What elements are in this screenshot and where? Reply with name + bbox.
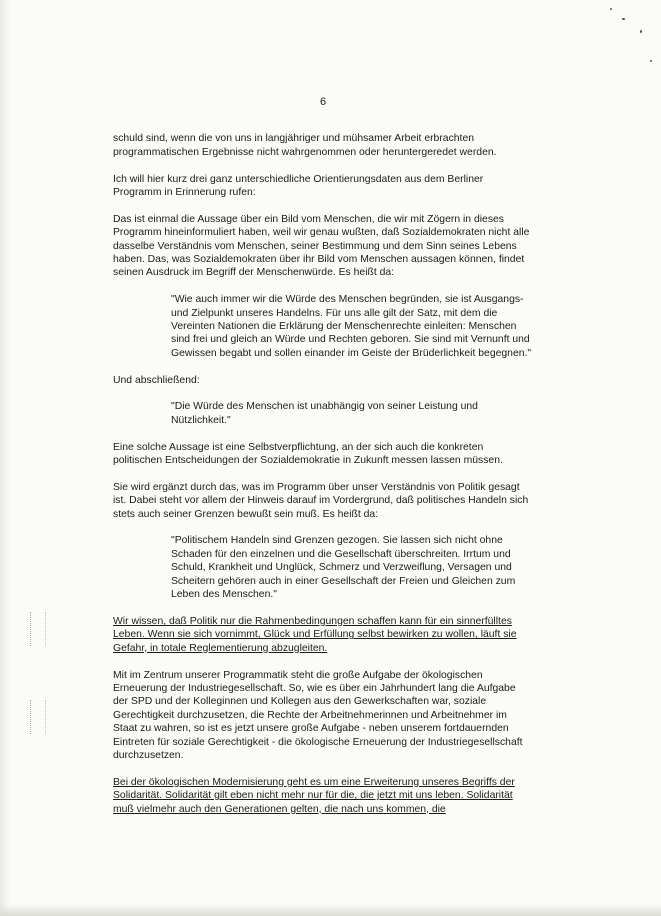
paragraph: schuld sind, wenn die von uns in langjähriger und mühsamer Arbeit erbrachten programmatischen Ergebnisse nicht wahrgenommen oder heruntergeredet werden. <box>113 133 497 158</box>
paragraph: Ich will hier kurz drei ganz unterschiedliche Orientierungsdaten aus dem Berliner Programm in Erinnerung rufen: <box>113 173 484 199</box>
scan-speck <box>650 60 652 62</box>
scan-speck <box>622 18 625 20</box>
paragraph: Sie wird ergänzt durch das, was im Programm über unser Verständnis von Politik gesagt ist. Dabei steht vor allem der Hinweis darauf im Vordergrund, daß politisches Handeln sich stets auch seiner Grenzen bewußt sein muß. Es heißt da: <box>113 481 529 520</box>
block-quote: "Wie auch immer wir die Würde des Menschen begründen, sie ist Ausgangs- und Zielpunkt unseres Handelns. Für uns alle gilt der Satz, mit dem die Vereinten Nationen die Erklärung der Menschenrechte einleiten: Menschen sind frei und gleich an Würde und Rechten geboren. Sie sind mit Vernunft und Gewissen begabt und sollen einander im Geiste der Brüderlichkeit begegnen." <box>171 294 532 359</box>
document-body <box>113 132 533 816</box>
paragraph: Bei der ökologischen Modernisierung geht es um eine Erweiterung unseres Begriffs der Solidarität. Solidarität gilt eben nicht mehr nur für die, die jetzt mit uns leben. Solidarität muß vielmehr auch den Generationen gelten, die nach uns kommen, die <box>113 776 515 815</box>
paragraph: Und abschließend: <box>113 374 200 386</box>
scan-edge-left <box>0 0 10 916</box>
paragraph: Eine solche Aussage ist eine Selbstverpflichtung, an der sich auch die konkreten politischen Entscheidungen der Sozialdemokratie in Zukunft messen lassen müssen. <box>113 441 503 467</box>
scan-edge-bottom <box>0 904 661 916</box>
scan-speck <box>610 8 612 10</box>
paragraph: Mit im Zentrum unserer Programmatik steht die große Aufgabe der ökologischen Erneuerung der Industriegesellschaft. So, wie es über ein Jahrhundert lang die Aufgabe der SPD und der Kolleginnen und Kollegen aus den Gewerkschaften war, soziale Gerechtigkeit durchzusetzen, die Rechte der Arbeitnehmerinnen und Arbeitnehmer im Staat zu wahren, so ist es jetzt unsere große Aufgabe - neben unserem fortdauernden Eintreten für soziale Gerechtigkeit - die ökologische Erneuerung der Industriegesellschaft durchzusetzen. <box>113 669 523 761</box>
scan-speck <box>640 30 642 33</box>
punch-hole-mark <box>30 700 46 734</box>
block-quote: "Die Würde des Menschen ist unabhängig von seiner Leistung und Nützlichkeit." <box>171 401 478 426</box>
page-number: 6 <box>319 96 327 108</box>
punch-hole-mark <box>30 612 46 646</box>
paragraph: Das ist einmal die Aussage über ein Bild vom Menschen, die wir mit Zögern in dieses Programm hineinformuliert haben, weil wir genau wußten, daß Sozialdemokraten nicht alle dasselbe Verständnis vom Menschen, seiner Bestimmung und dem Sinn seines Lebens haben. Das, was Sozialdemokraten über ihr Bild vom Menschen aussagen können, findet seinen Ausdruck im Begriff der Menschenwürde. Es heißt da: <box>113 213 530 279</box>
paragraph: Wir wissen, daß Politik nur die Rahmenbedingungen schaffen kann für ein sinnerfülltes Leben. Wenn sie sich vornimmt, Glück und Erfüllung selbst bewirken zu wollen, läuft sie Gefahr, in totale Reglementierung abzugleiten. <box>113 615 517 654</box>
block-quote: "Politischem Handeln sind Grenzen gezogen. Sie lassen sich nicht ohne Schaden für den einzelnen und die Gesellschaft überschreiten. Irrtum und Schuld, Krankheit und Unglück, Schmerz und Verzweiflung, Versagen und Scheitern gehören auch in einer Gesellschaft der Freien und Gleichen zum Leben des Menschen." <box>171 535 516 601</box>
document-page <box>113 96 533 829</box>
